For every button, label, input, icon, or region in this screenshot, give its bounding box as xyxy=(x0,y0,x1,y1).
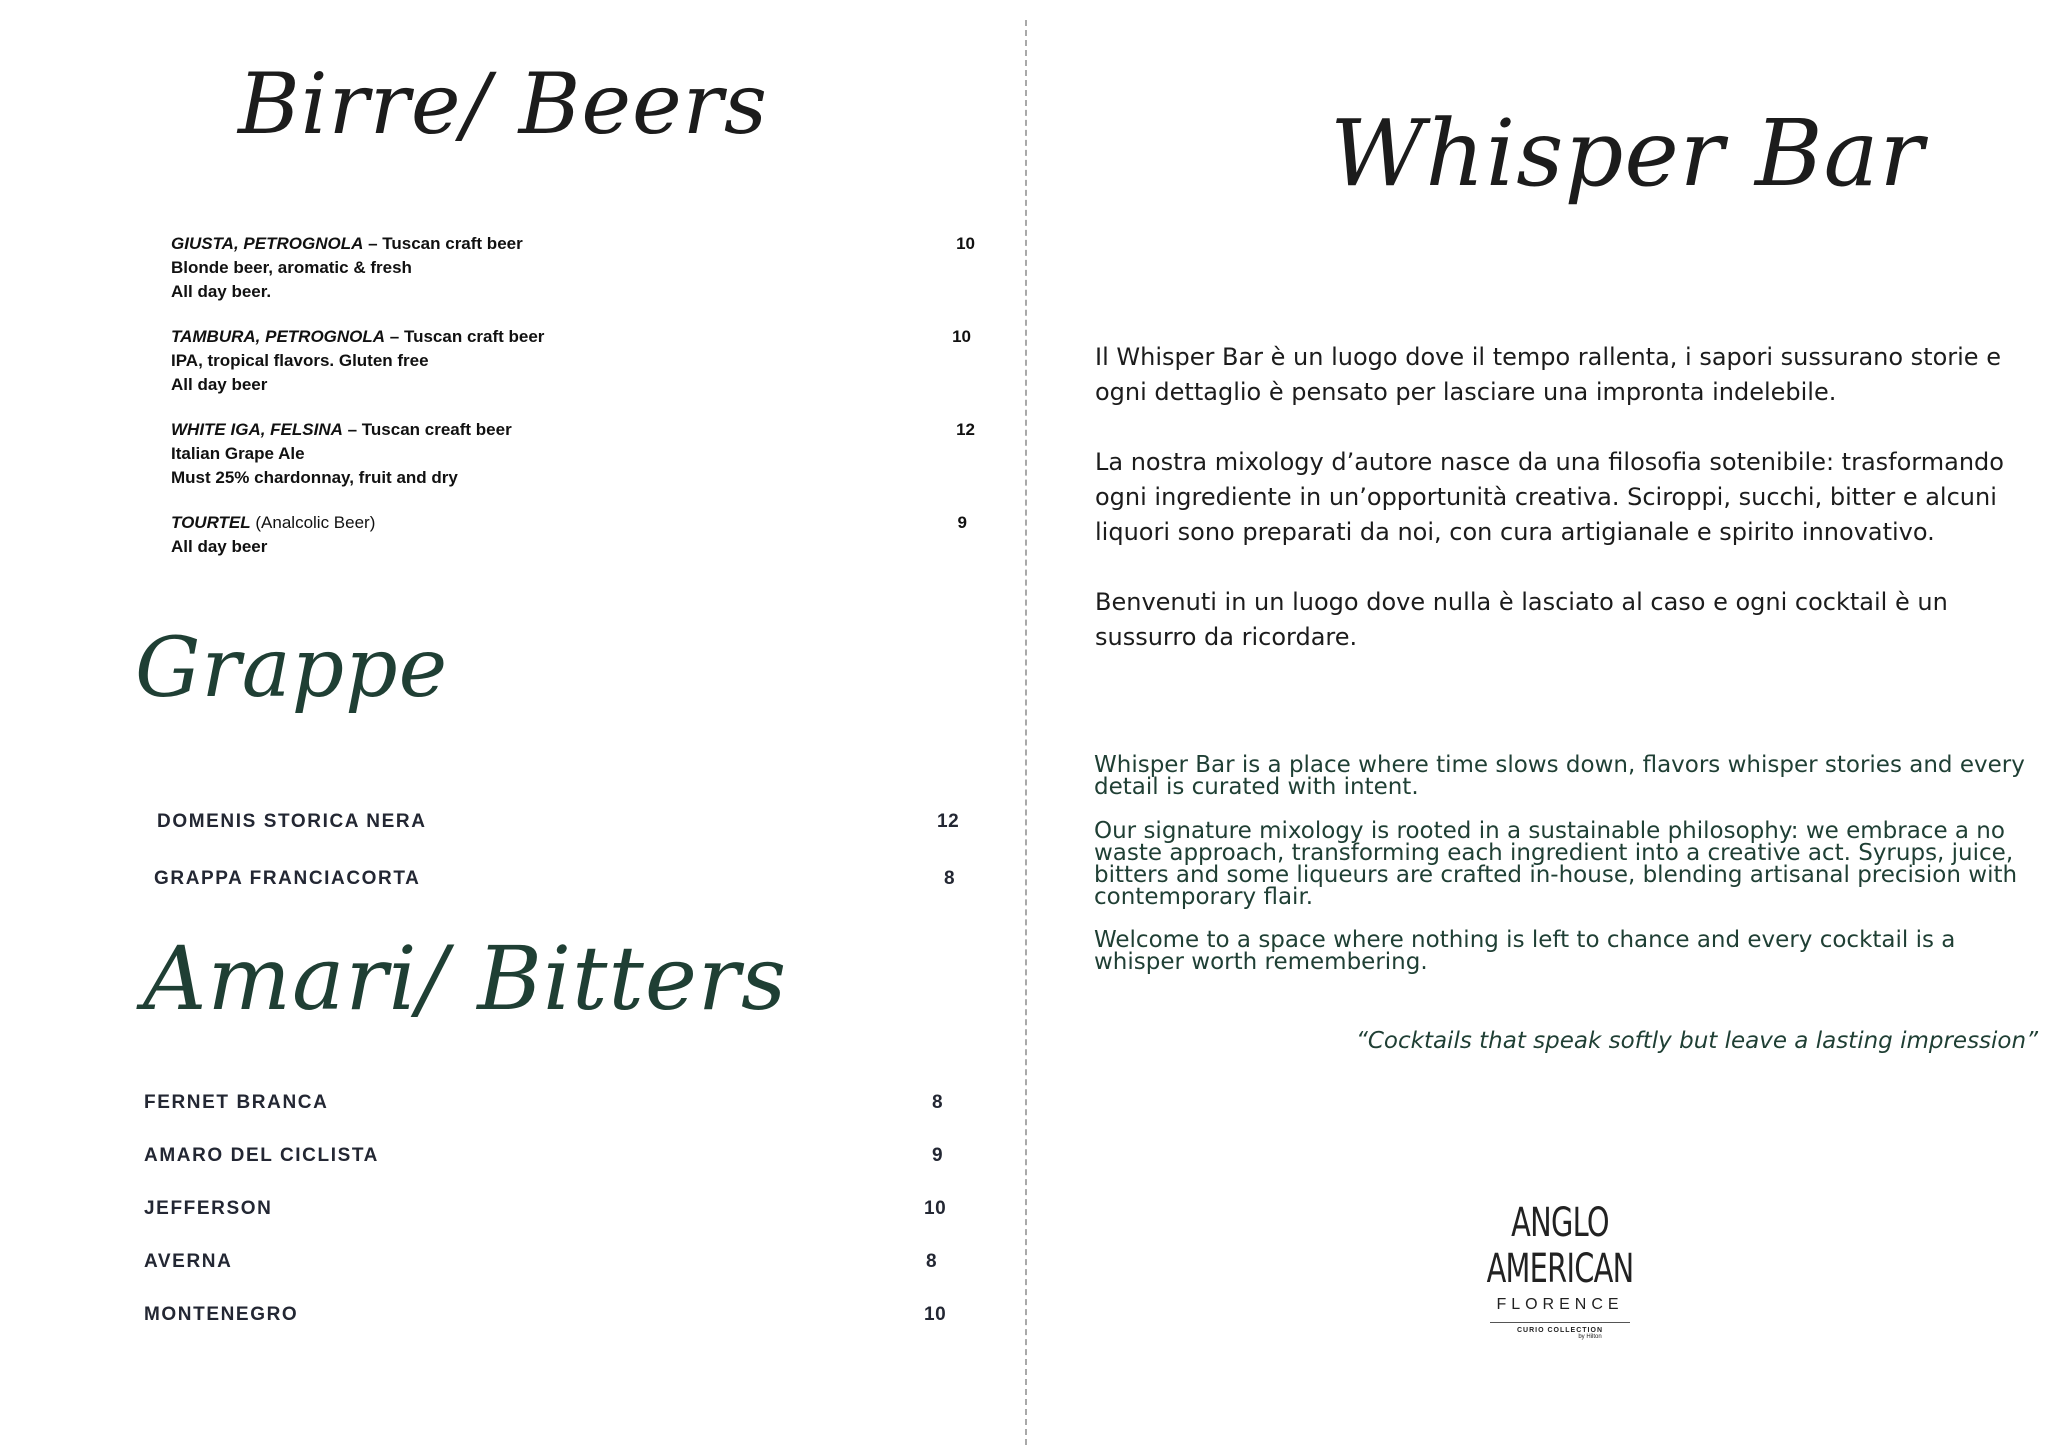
beer-item xyxy=(171,511,1001,559)
hotel-logo xyxy=(1440,1200,1680,1340)
beer-note: All day beer xyxy=(171,375,268,394)
logo-by: by Hilton xyxy=(1578,1334,1602,1340)
bitter-item xyxy=(144,1304,954,1326)
english-paragraph: Our signature mixology is rooted in a sustainable philosophy: we embrace a no waste approach, transforming each ingredient into a creative act. Syrups, juice, bitters and some liqueurs are crafted in-house, blending artisanal precision with contemporary flair. xyxy=(1094,818,2018,910)
logo-line-american: AMERICAN xyxy=(1486,1246,1634,1292)
beer-name: TOURTEL xyxy=(171,513,251,532)
bitter-name: MONTENEGRO xyxy=(144,1304,299,1325)
beer-price: 10 xyxy=(956,234,975,253)
grappa-price: 8 xyxy=(944,868,956,889)
english-paragraph: Welcome to a space where nothing is left to chance and every cocktail is a whisper worth remembering. xyxy=(1094,927,1956,975)
bitter-name: JEFFERSON xyxy=(144,1198,273,1219)
logo-city: FLORENCE xyxy=(1496,1296,1624,1313)
bitter-item xyxy=(144,1198,954,1220)
grappa-item xyxy=(157,811,967,833)
bitter-price: 9 xyxy=(932,1145,944,1166)
beer-item xyxy=(171,325,1001,397)
italian-paragraph: Il Whisper Bar è un luogo dove il tempo rallenta, i sapori sussurano storie e ogni dettaglio è pensato per lasciare una impronta indelebile. xyxy=(1095,343,2001,406)
beer-type: (Analcolic Beer) xyxy=(250,513,376,532)
beer-price: 9 xyxy=(957,513,967,532)
logo-rule xyxy=(1490,1322,1630,1323)
grappa-name: GRAPPA FRANCIACORTA xyxy=(154,868,421,889)
beer-name: TAMBURA, PETROGNOLA xyxy=(171,327,386,346)
bitter-price: 8 xyxy=(926,1251,938,1272)
bitter-name: FERNET BRANCA xyxy=(144,1092,329,1113)
beer-type: – Tuscan creaft beer xyxy=(342,420,512,439)
logo-collection: CURIO COLLECTION xyxy=(1517,1327,1603,1334)
bitter-price: 10 xyxy=(924,1304,947,1325)
bitter-price: 8 xyxy=(932,1092,944,1113)
italian-paragraph: La nostra mixology d’autore nasce da una filosofia sotenibile: trasformando ogni ingrediente in un’opportunità creativa. Sciroppi, succhi, bitter e alcuni liquori sono preparati da noi, con cura artigianale e spirito innovativo. xyxy=(1095,448,2004,546)
beers-heading: Birre/ Beers xyxy=(238,55,769,153)
grappa-name: DOMENIS STORICA NERA xyxy=(157,811,427,832)
bitter-item xyxy=(144,1251,954,1273)
logo-line-anglo: ANGLO xyxy=(1511,1200,1609,1246)
beer-note: All day beer xyxy=(171,537,268,556)
bar-title: Whisper Bar xyxy=(1330,100,1925,207)
bitter-item xyxy=(144,1092,954,1114)
beer-name: GIUSTA, PETROGNOLA xyxy=(171,234,364,253)
beer-description: IPA, tropical flavors. Gluten free xyxy=(171,351,429,370)
beer-description: Italian Grape Ale xyxy=(171,444,305,463)
beer-type: – Tuscan craft beer xyxy=(363,234,523,253)
beer-note: Must 25% chardonnay, fruit and dry xyxy=(171,468,458,487)
grappa-price: 12 xyxy=(937,811,960,832)
bitter-name: AMARO DEL CICLISTA xyxy=(144,1145,379,1166)
bitter-item xyxy=(144,1145,954,1167)
beer-type: – Tuscan craft beer xyxy=(385,327,545,346)
page-divider xyxy=(1025,20,1027,1445)
italian-paragraph: Benvenuti in un luogo dove nulla è lasciato al caso e ogni cocktail è un sussurro da ricordare. xyxy=(1095,588,1948,651)
grappa-item xyxy=(154,868,964,890)
tagline-quote: “Cocktails that speak softly but leave a lasting impression” xyxy=(1355,1028,2038,1054)
beer-note: All day beer. xyxy=(171,282,272,301)
grappe-heading: Grappe xyxy=(135,621,449,716)
bitter-price: 10 xyxy=(924,1198,947,1219)
bitters-heading: Amari/ Bitters xyxy=(143,927,788,1030)
beer-name: WHITE IGA, FELSINA xyxy=(171,420,343,439)
beer-price: 12 xyxy=(956,420,975,439)
beer-item xyxy=(171,418,1001,490)
english-paragraph: Whisper Bar is a place where time slows down, flavors whisper stories and every detail is curated with intent. xyxy=(1094,752,2025,800)
beer-item xyxy=(171,232,1001,304)
beer-description: Blonde beer, aromatic & fresh xyxy=(171,258,412,277)
bitter-name: AVERNA xyxy=(144,1251,233,1272)
beer-price: 10 xyxy=(952,327,971,346)
